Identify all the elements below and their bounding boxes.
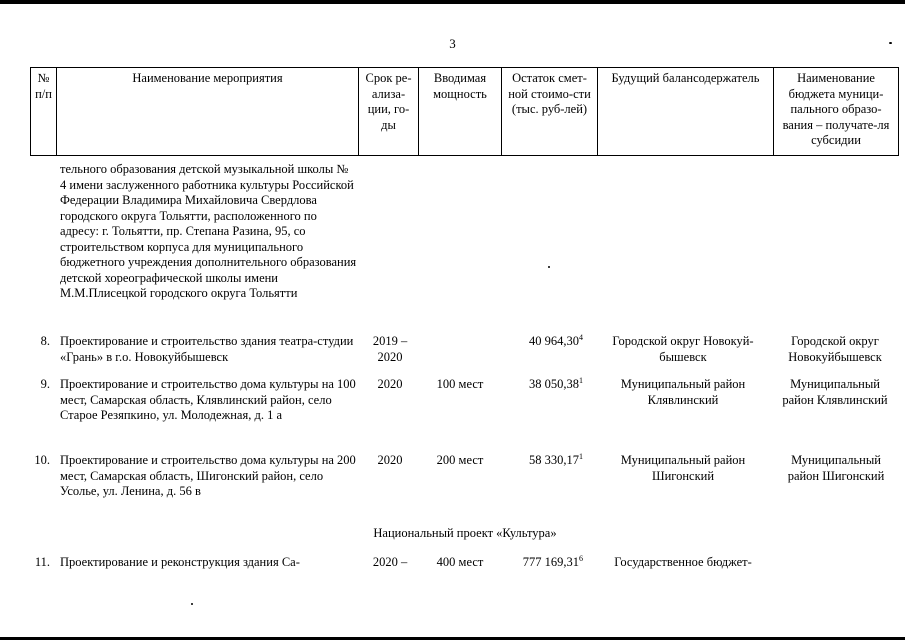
row-9-period: 2020 (377, 377, 403, 391)
row-10-name: Проектирование и строительство дома культуры на 200 мест, Самарская область, Шигонский район, село Усолье, ул. Ленина, д. 56 в (60, 453, 356, 498)
row-8-name: Проектирование и строительство здания театра-студии «Грань» в г.о. Новокуйбышевск (60, 334, 354, 364)
row-9-number: 9. (40, 377, 50, 391)
row-9-cost-note: 1 (579, 376, 583, 385)
scan-speck (191, 603, 193, 605)
row-11-period: 2020 – (372, 555, 408, 569)
row-10-budget: Муниципальный район Шигонский (787, 453, 885, 483)
row-11-holder: Государственное бюджет- (614, 555, 752, 569)
row-8-number: 8. (40, 334, 50, 348)
row-10-cost: 58 330,17$^1$ (529, 452, 583, 467)
row-10-period: 2020 (377, 453, 403, 467)
row-11-number: 11. (34, 555, 50, 569)
row-10-holder: Муниципальный район Шигонский (620, 453, 746, 483)
row-8-cost-note: 4 (579, 333, 583, 342)
row-10-capacity: 200 мест (436, 453, 484, 467)
row-9-cost: 38 050,38$^1$ (529, 376, 583, 391)
scan-speck (548, 266, 550, 268)
row-10-cost-note: 1 (579, 452, 583, 461)
header-number: № п/п (31, 68, 57, 156)
row-9-holder: Муниципальный район Клявлинский (620, 377, 746, 407)
header-period: Срок ре-ализа-ции, го-ды (359, 68, 419, 156)
page-number: 3 (449, 36, 456, 51)
scan-top-border (0, 0, 905, 4)
row-10-number: 10. (34, 453, 50, 467)
header-recipient-budget: Наименование бюджета муници-пального образо-вания – получате-ля субсидии (774, 68, 899, 156)
row-11-cost-note: 6 (579, 554, 583, 563)
row-11-name: Проектирование и реконструкция здания Са- (60, 555, 300, 569)
row-8-period: 2019 – 2020 (372, 334, 408, 364)
row-11-capacity: 400 мест (436, 555, 484, 569)
row-8-holder: Городской округ Новокуй-бышевск (612, 334, 754, 364)
header-event-name: Наименование мероприятия (57, 68, 359, 156)
header-remaining-cost: Остаток смет-ной стоимо-сти (тыс. руб-лей) (502, 68, 598, 156)
row-11-cost: 777 169,31$^6$ (522, 554, 583, 569)
row-8-budget: Городской округ Новокуйбышевск (788, 334, 882, 364)
row-9-name: Проектирование и строительство дома культуры на 100 мест, Самарская область, Клявлинский район, село Старое Резяпкино, ул. Молодежная, д. 1 а (60, 377, 356, 422)
header-capacity: Вводимая мощность (419, 68, 502, 156)
row-9-capacity: 100 мест (436, 377, 484, 391)
table-header (30, 67, 899, 156)
header-future-holder: Будущий балансодержатель (598, 68, 774, 156)
section-title: Национальный проект «Культура» (373, 526, 557, 540)
continuation-text: тельного образования детской музыкальной школы № 4 имени заслуженного работника культуры Российской Федерации Владимира Михайловича Свердлова городского округа Тольятти, расположенного по адресу: г. Тольятти, пр. Степана Разина, 95, со строительством корпуса для муниципального бюджетного учреждения дополнительного образования детской хореографической школы имени М.М.Плисецкой городского округа Тольятти (60, 162, 357, 300)
row-9-budget: Муниципальный район Клявлинский (782, 377, 888, 407)
row-8-cost: 40 964,30$^4$ (529, 333, 583, 348)
